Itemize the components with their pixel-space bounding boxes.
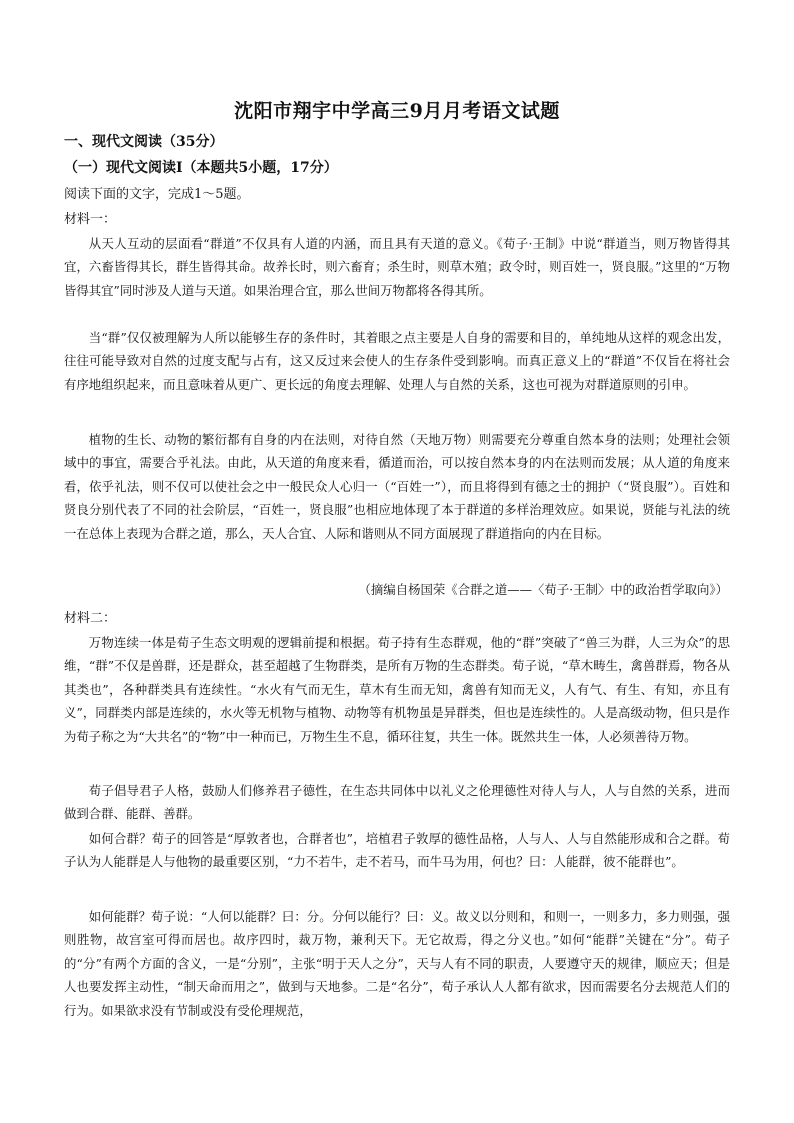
section-heading: 一、现代文阅读（35分） xyxy=(64,134,224,150)
material2-paragraph: 万物连续一体是荀子生态文明观的逻辑前提和根据。荀子持有生态群观，他的“群”突破了“兽三为群，人三为众”的思维，“群”不仅是兽群，还是群众，甚至超越了生物群类，是所有万物的生态群类。荀子说，“草木畴生，禽兽群焉，物各从其类也”，各种群类具有连续性。“水火有气而无生，草木有生而无知，禽兽有知而无义，人有气、有生、有知，亦且有义”，同群类内部是连续的，水火等无机物与植物、动物等有机物虽是异群类，但也是连续性的。人是高级动物，但只是作为荀子称之为“大共名”的“物”中一种而已，万物生生不息，循环往复，共生一体。既然共生一体，人必须善待万物。 xyxy=(64,635,730,744)
instruction-text: 阅读下面的文字，完成1～5题。 xyxy=(64,187,250,202)
material1-paragraph: 从天人互动的层面看“群道”不仅具有人道的内涵，而且具有天道的意义。《荀子·王制》中说“群道当，则万物皆得其宜，六畜皆得其长，群生皆得其命。故养长时，则六畜育；杀生时，则草木殖；政令时，则百姓一，贤良服。”这里的“万物皆得其宜”同时涉及人道与天道。如果治理合宜，那么世间万物都将各得其所。 xyxy=(64,236,730,298)
material1-label: 材料一： xyxy=(64,212,117,227)
page-title: 沈阳市翔宇中学高三9月月考语文试题 xyxy=(234,100,560,122)
material2-paragraph: 荀子倡导君子人格，鼓励人们修养君子德性，在生态共同体中以礼义之伦理德性对待人与人，人与自然的关系，进而做到合群、能群、善群。 xyxy=(64,783,730,822)
material1-paragraph: 当“群”仅仅被理解为人所以能够生存的条件时，其着眼之点主要是人自身的需要和目的，单纯地从这样的观念出发，往往可能导致对自然的过度支配与占有，这又反过来会使人的生存条件受到影响。而真正意义上的“群道”不仅旨在将社会有序地组织起来，而且意味着从更广、更长远的角度去理解、处理人与自然的关系，这也可视为对群道原则的引申。 xyxy=(64,330,730,392)
material2-paragraph: 如何合群？荀子的回答是“厚敦者也，合群者也”，培植君子敦厚的德性品格，人与人、人与自然能形成和合之群。荀子认为人能群是人与他物的最重要区别，“力不若牛，走不若马，而牛马为用，何也？曰：人能群，彼不能群也”。 xyxy=(64,831,730,870)
material1-paragraph: 植物的生长、动物的繁衍都有自身的内在法则，对待自然（天地万物）则需要充分尊重自然本身的法则；处理社会领域中的事宜，需要合乎礼法。由此，从天道的角度来看，循道而治，可以按自然本身的内在法则而发展；从人道的角度来看，依乎礼法，则不仅可以使社会之中一般民众人心归一（“百姓一”），而且将得到有德之士的拥护（“贤良服”）。百姓和贤良分别代表了不同的社会阶层，“百姓一，贤良服”也相应地体现了本于群道的多样治理效应。如果说，贤能与礼法的统一在总体上表现为合群之道，那么，天人合宜、人际和谐则从不同方面展现了群道指向的内在目标。 xyxy=(64,432,730,541)
material1-source: （摘编自杨国荣《合群之道——〈荀子·王制〉中的政治哲学取向》） xyxy=(358,582,728,597)
material2-label: 材料二： xyxy=(64,611,117,626)
material2-paragraph: 如何能群？荀子说：“人何以能群？曰：分。分何以能行？曰：义。故义以分则和，和则一，一则多力，多力则强，强则胜物，故宫室可得而居也。故序四时，裁万物，兼利天下。无它故焉，得之分义也。”如何“能群”关键在“分”。荀子的“分”有两个方面的含义，一是“分别”，主张“明于天人之分”，天与人有不同的职责，人要遵守天的规律，顺应天；但是人也要发挥主动性，“制天命而用之”，做到与天地参。二是“名分”，荀子承认人人都有欲求，因而需要名分去规范人们的行为。如果欲求没有节制或没有受伦理规范， xyxy=(64,909,730,1018)
subsection-heading: （一）现代文阅读Ⅰ（本题共5小题，17分） xyxy=(64,160,338,176)
